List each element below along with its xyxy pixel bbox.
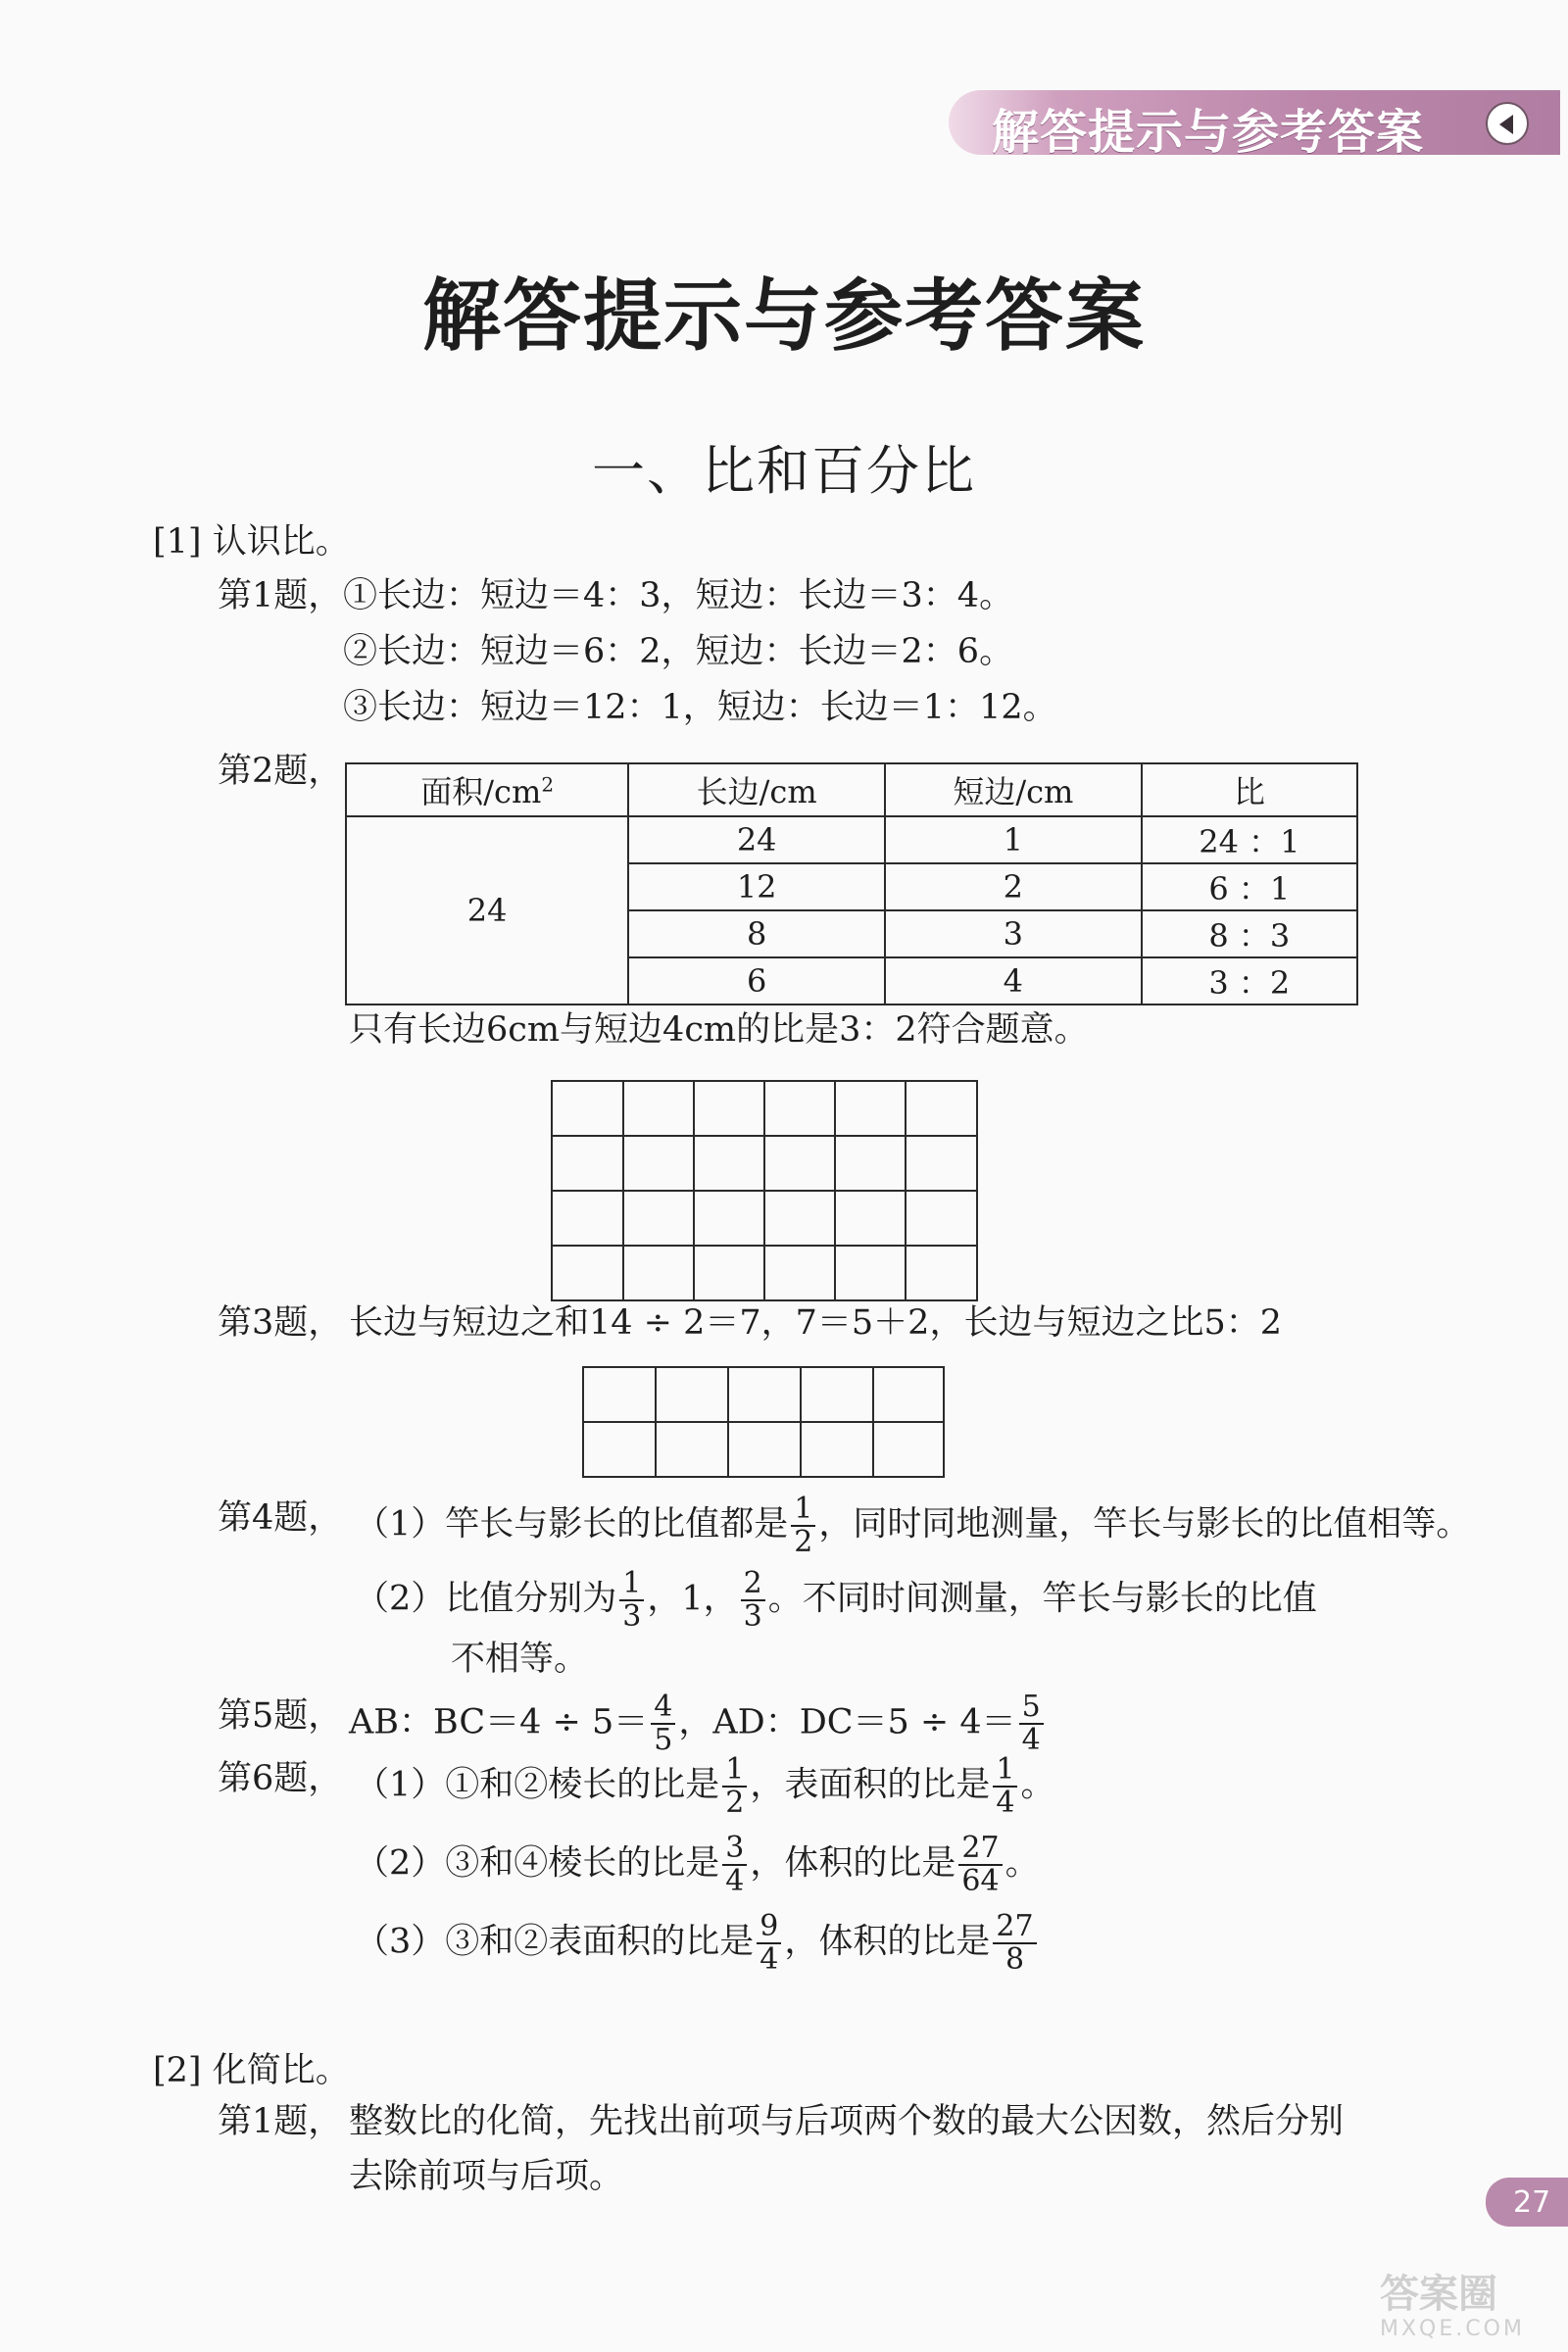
q6-part3: （3）③和②表面积的比是 $\frac{9}{4}$ ，体积的比是 $\frac{27}{8}$ xyxy=(355,1911,1040,1976)
fraction: $\frac{2}{3}$ xyxy=(741,1568,765,1633)
grid-line xyxy=(553,1190,976,1192)
section2-heading: [2] 化简比。 xyxy=(153,2051,350,2090)
fraction: $\frac{1}{2}$ xyxy=(791,1494,815,1558)
table-cell: 12 xyxy=(628,863,885,910)
fraction: $\frac{1}{2}$ xyxy=(722,1754,747,1819)
q1-line2: ②长边：短边＝6：2，短边：长边＝2：6。 xyxy=(343,632,1014,671)
fraction: $\frac{27}{8}$ xyxy=(993,1911,1036,1976)
s2-q1-label: 第1题， xyxy=(218,2102,343,2141)
q6-label: 第6题， xyxy=(218,1759,343,1798)
header-banner-title: 解答提示与参考答案 xyxy=(992,105,1425,160)
table-cell: 6 xyxy=(628,957,885,1004)
grid-line xyxy=(553,1135,976,1137)
table-cell: 3 xyxy=(885,910,1142,957)
table-header-row xyxy=(346,763,1357,816)
table-header-area: 面积$/cm^2$ xyxy=(346,763,628,816)
q3-label: 第3题， xyxy=(218,1303,343,1343)
table-cell: 8 xyxy=(628,910,885,957)
watermark xyxy=(1380,2272,1556,2346)
table-header-area-sup: 2 xyxy=(541,772,555,797)
fraction: $\frac{1}{4}$ xyxy=(993,1754,1017,1819)
q4-label: 第4题， xyxy=(218,1498,343,1538)
q4-part2: （2）比值分别为 $\frac{1}{3}$ ，1， $\frac{2}{3}$ 。不同时间测量，竿长与影长的比值 xyxy=(355,1566,1317,1634)
rectangle-grid-5x2 xyxy=(582,1366,945,1478)
table-cell: 2 xyxy=(885,863,1142,910)
grid-line xyxy=(584,1421,943,1423)
table-cell: 6 ：1 xyxy=(1142,863,1357,910)
table-cell: 3 ：2 xyxy=(1142,957,1357,1004)
page-number-tab xyxy=(1486,2178,1568,2227)
fraction: $\frac{1}{3}$ xyxy=(619,1568,644,1633)
fraction: $\frac{3}{4}$ xyxy=(722,1833,747,1897)
rectangle-grid-6x4 xyxy=(551,1080,978,1301)
q5-label: 第5题， xyxy=(218,1696,343,1736)
table-cell: 1 xyxy=(885,816,1142,863)
table-cell: 8 ：3 xyxy=(1142,910,1357,957)
left-triangle-icon xyxy=(1486,102,1529,145)
table-header-short: 短边/cm xyxy=(885,763,1142,816)
q2-label: 第2题， xyxy=(218,752,343,791)
fraction: $\frac{4}{5}$ xyxy=(651,1691,675,1756)
q6-part2: （2）③和④棱长的比是 $\frac{3}{4}$ ，体积的比是 $\frac{27}{64}$ 。 xyxy=(355,1831,1040,1898)
table-cell: 24 ：1 xyxy=(1142,816,1357,863)
q1-line1: ①长边：短边＝4：3，短边：长边＝3：4。 xyxy=(343,576,1014,615)
watermark-logo-text: 答案圈 xyxy=(1380,2272,1497,2317)
page-title: 解答提示与参考答案 xyxy=(422,270,1146,362)
q3-text: 长边与短边之和14 ÷ 2＝7，7＝5＋2，长边与短边之比5：2 xyxy=(349,1303,1282,1343)
table-header-ratio: 比 xyxy=(1142,763,1357,816)
q1-label: 第1题， xyxy=(218,576,343,615)
q4-part1: （1）竿长与影长的比值都是 $\frac{1}{2}$ ，同时同地测量，竿长与影长的比值相等。 xyxy=(355,1492,1471,1559)
grid-line xyxy=(553,1245,976,1247)
table-cell: 4 xyxy=(885,957,1142,1004)
section1-heading: [1] 认识比。 xyxy=(153,522,350,562)
fraction: $\frac{5}{4}$ xyxy=(1019,1691,1044,1756)
chapter-title: 一、比和百分比 xyxy=(592,440,976,502)
table-cell: 24 xyxy=(628,816,885,863)
s2-q1-line2: 去除前项与后项。 xyxy=(349,2157,624,2196)
table-header-long: 长边/cm xyxy=(628,763,885,816)
ratio-table xyxy=(345,762,1358,1005)
q4-part2-cont: 不相等。 xyxy=(451,1640,589,1679)
fraction: $\frac{9}{4}$ xyxy=(757,1911,781,1976)
page-number: 27 xyxy=(1513,2185,1551,2220)
table-row xyxy=(346,816,1357,863)
q6-part1: （1）①和②棱长的比是 $\frac{1}{2}$ ，表面积的比是 $\frac{1}{4}$ 。 xyxy=(355,1752,1055,1820)
fraction: $\frac{27}{64}$ xyxy=(958,1833,1002,1897)
q5-text: AB：BC＝4 ÷ 5＝ $\frac{4}{5}$ ，AD：DC＝5 ÷ 4＝ $\frac{5}{4}$ xyxy=(349,1691,1047,1756)
watermark-url: MXQE.COM xyxy=(1380,2317,1525,2341)
q2-note: 只有长边6cm与短边4cm的比是3：2符合题意。 xyxy=(349,1010,1089,1050)
q1-line3: ③长边：短边＝12：1，短边：长边＝1：12。 xyxy=(343,688,1057,727)
s2-q1-line1: 整数比的化简，先找出前项与后项两个数的最大公因数，然后分别 xyxy=(349,2102,1345,2141)
table-cell-area: 24 xyxy=(346,816,628,1004)
